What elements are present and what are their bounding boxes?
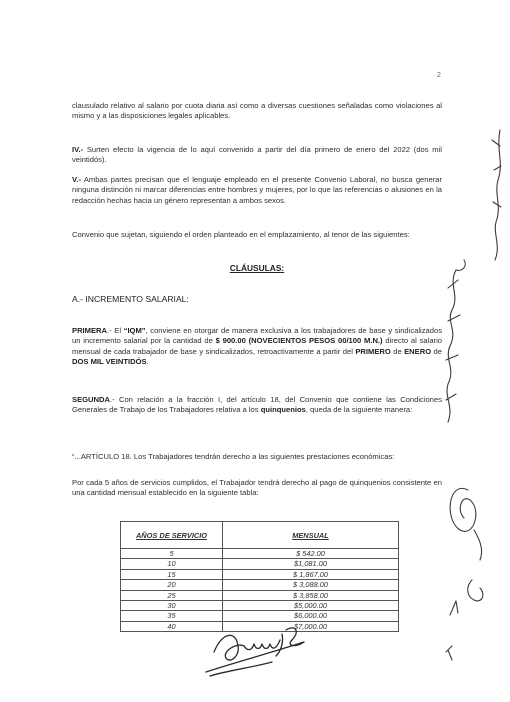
table-row xyxy=(121,569,399,579)
years-cell: 5 xyxy=(121,549,223,559)
primera-amount: $ 900.00 (NOVECIENTOS PESOS 00/100 M.N.) xyxy=(215,336,383,346)
convenio-paragraph: Convenio que sujetan, siguiendo el orden planteado en el emplazamiento, al tenor de las siguientes: xyxy=(72,230,410,239)
paragraph-v-label: V.- xyxy=(72,175,82,184)
header-mensual: MENSUAL xyxy=(223,522,399,549)
primera-date-year: DOS MIL VEINTIDÓS xyxy=(72,357,147,367)
articulo-18-text: Los Trabajadores tendrán derecho a las siguientes prestaciones económicas: xyxy=(131,452,395,461)
margin-signatures xyxy=(438,110,510,670)
years-cell: 15 xyxy=(121,569,223,579)
table-header-row xyxy=(121,522,399,549)
amount-cell: $7,000.00 xyxy=(223,621,399,631)
page-number: 2 xyxy=(437,72,441,79)
amount-cell: $5,000.00 xyxy=(223,601,399,611)
years-cell: 30 xyxy=(121,601,223,611)
amount-cell: $ 1,867.00 xyxy=(223,569,399,579)
amount-cell: $1,081.00 xyxy=(223,559,399,569)
paragraph-iv xyxy=(72,145,442,166)
primera-text-1: .- El xyxy=(107,326,124,335)
paragraph-v xyxy=(72,175,442,206)
amount-cell: $6,000.00 xyxy=(223,611,399,621)
years-cell: 35 xyxy=(121,611,223,621)
segunda-label: SEGUNDA xyxy=(72,395,110,404)
amount-cell: $ 542.00 xyxy=(223,549,399,559)
section-a-heading: A.- INCREMENTO SALARIAL: xyxy=(72,294,189,304)
primera-date-day: PRIMERO xyxy=(355,346,391,356)
primera-iqm: “IQM” xyxy=(123,326,146,335)
primera-date-month: ENERO xyxy=(404,346,432,356)
amount-cell: $ 3,088.00 xyxy=(223,580,399,590)
years-cell: 10 xyxy=(121,559,223,569)
clause-segunda xyxy=(72,395,442,416)
clause-primera xyxy=(72,326,442,368)
years-cell: 20 xyxy=(121,580,223,590)
years-cell: 40 xyxy=(121,621,223,631)
cada-5-paragraph: Por cada 5 años de servicios cumplidos, el Trabajador tendrá derecho al pago de quinquenios consistente en una cantidad mensual establecido en la siguiente tabla: xyxy=(72,478,442,498)
articulo-18 xyxy=(72,452,442,462)
clausulas-title: CLÁUSULAS: xyxy=(229,263,285,273)
bottom-signature xyxy=(200,612,320,680)
intro-paragraph: clausulado relativo al salario por cuota diaria así como a diversas cuestiones señaladas como violaciones al mismo y a las disposiciones legales aplicables. xyxy=(72,101,442,121)
segunda-text-1: .- Con relación a la fracción I, del artículo 18, del Convenio que contiene las Condiciones Generales de Trabajo de los Trabajadores relativa a los xyxy=(72,395,442,415)
paragraph-iv-text: Surten efecto la vigencia de lo aquí convenido a partir del día primero de enero del 2022 (dos mil veintidós). xyxy=(72,145,442,165)
primera-text-4: de xyxy=(390,346,405,356)
primera-text-2: , conviene en otorgar de manera exclusiva a los trabajadores de base y sindicalizados un incremento salarial por la cantidad de xyxy=(72,326,442,346)
paragraph-iv-label: IV.- xyxy=(72,145,84,154)
primera-label: PRIMERA xyxy=(72,326,108,335)
primera-text-5: de xyxy=(431,346,443,356)
primera-text-6: . xyxy=(146,357,149,367)
primera-text-3: directo al salario mensual de cada trabajador de base y sindicalizados, retroactivamente a partir del xyxy=(72,336,442,356)
paragraph-v-text: Ambas partes precisan que el lenguaje empleado en el presente Convenio Laboral, no busca generar ninguna distinción ni marcar diferencias entre hombres y mujeres, por lo que las referencias o alusiones en la redacción hechas hacia un género representan a ambos sexos. xyxy=(72,175,442,205)
articulo-18-label: “...ARTÍCULO 18. xyxy=(72,452,132,461)
table-row xyxy=(121,559,399,569)
years-cell: 25 xyxy=(121,590,223,600)
segunda-quinquenios: quinquenios xyxy=(260,405,306,415)
segunda-text-2: , queda de la siguiente manera: xyxy=(305,405,413,415)
table-row xyxy=(121,549,399,559)
table-row xyxy=(121,580,399,590)
table-row xyxy=(121,601,399,611)
header-anos-servicio: AÑOS DE SERVICIO xyxy=(121,522,223,549)
amount-cell: $ 3,858.00 xyxy=(223,590,399,600)
table-row xyxy=(121,590,399,600)
